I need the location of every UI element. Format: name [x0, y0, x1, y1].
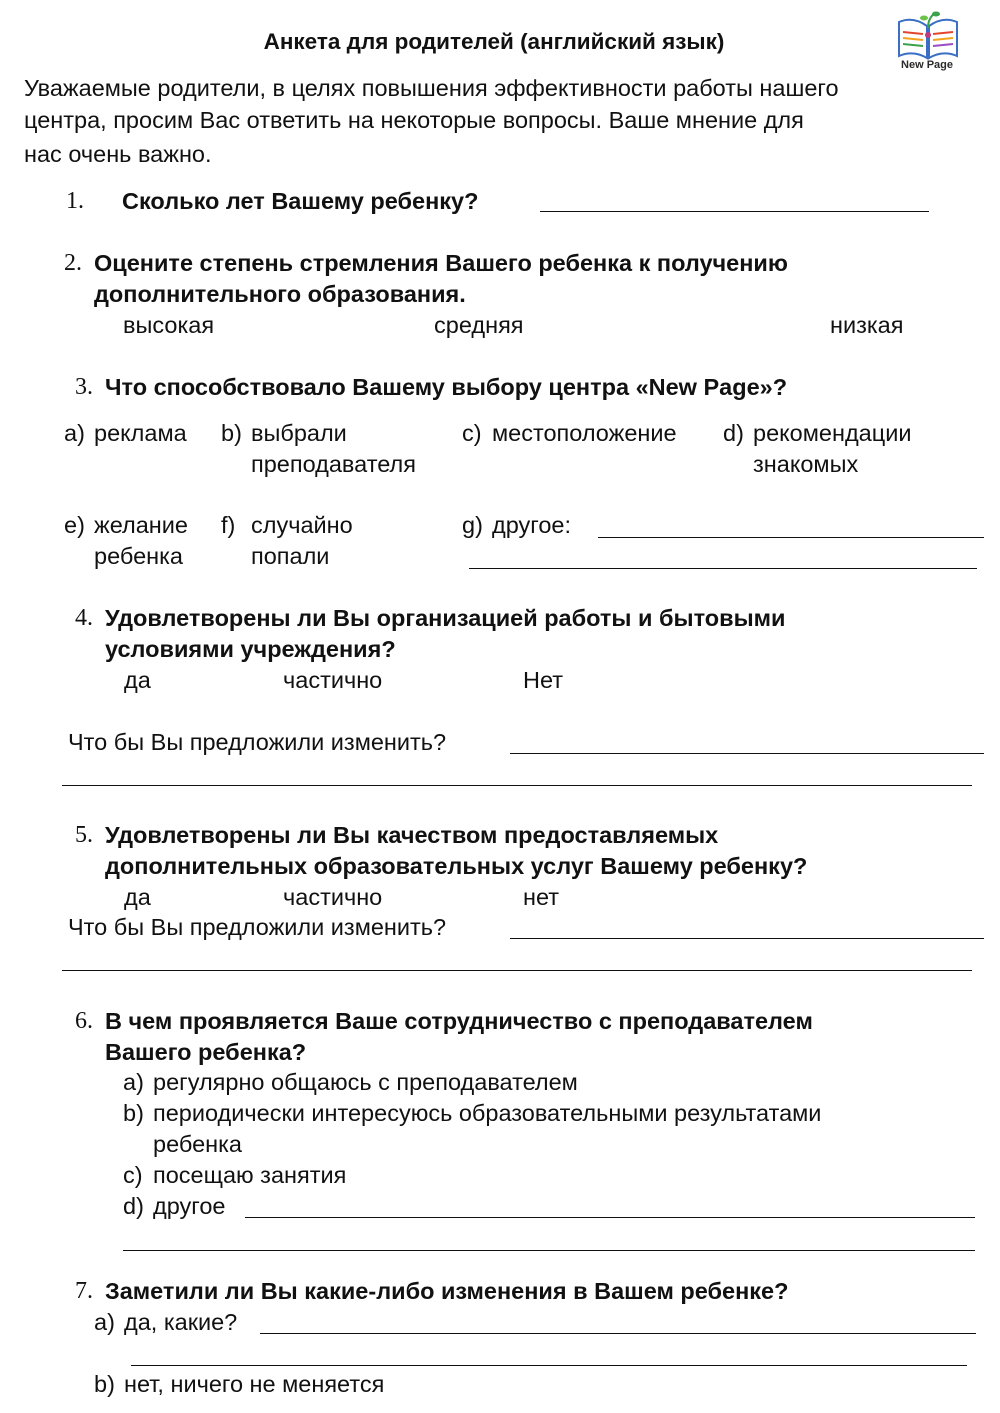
intro-line-1: Уважаемые родители, в целях повышения эффективности работы нашего	[24, 75, 839, 101]
q6-text-line-2: Вашего ребенка?	[105, 1039, 307, 1065]
q7-option-b[interactable]: нет, ничего не меняется	[124, 1371, 385, 1397]
q3-option-c-letter: c)	[462, 420, 482, 446]
q2-option-medium[interactable]: средняя	[434, 312, 524, 338]
q6-number: 6.	[75, 1008, 93, 1034]
intro-line-2: центра, просим Вас ответить на некоторые вопросы. Ваше мнение для	[24, 107, 804, 133]
q3-option-f-line-2[interactable]: попали	[251, 543, 330, 569]
q1-answer-line[interactable]	[540, 211, 929, 212]
q7-option-a-letter: a)	[94, 1309, 115, 1335]
q6-option-b-line-1[interactable]: периодически интересуюсь образовательными результатами	[153, 1100, 822, 1126]
q4-suggest-label: Что бы Вы предложили изменить?	[68, 729, 447, 755]
q2-text-line-2: дополнительного образования.	[94, 281, 466, 307]
q4-number: 4.	[75, 605, 93, 631]
q2-option-high[interactable]: высокая	[123, 312, 215, 338]
q3-other-line-2[interactable]	[469, 568, 977, 569]
q5-text-line-1: Удовлетворены ли Вы качеством предоставляемых	[105, 822, 719, 848]
q6-other-line-2[interactable]	[123, 1250, 975, 1251]
q4-option-yes[interactable]: да	[124, 667, 151, 693]
q3-number: 3.	[75, 374, 93, 400]
q1-text: Сколько лет Вашему ребенку?	[122, 188, 479, 214]
q4-suggest-line-1[interactable]	[510, 753, 984, 754]
q2-number: 2.	[64, 250, 82, 276]
q3-option-b-line-1[interactable]: выбрали	[251, 420, 347, 446]
q6-option-d-letter: d)	[123, 1193, 144, 1219]
q3-option-a[interactable]: реклама	[94, 420, 187, 446]
q6-option-d[interactable]: другое	[153, 1193, 226, 1219]
q6-option-b-letter: b)	[123, 1100, 144, 1126]
q6-option-b-line-2[interactable]: ребенка	[153, 1131, 242, 1157]
q7-number: 7.	[75, 1278, 93, 1304]
q5-text-line-2: дополнительных образовательных услуг Вашему ребенку?	[105, 853, 808, 879]
q4-option-no[interactable]: Нет	[523, 667, 564, 693]
q3-option-c[interactable]: местоположение	[492, 420, 677, 446]
q3-other-line-1[interactable]	[598, 537, 984, 538]
q3-option-d-letter: d)	[723, 420, 744, 446]
q3-option-a-letter: a)	[64, 420, 85, 446]
q4-suggest-line-2[interactable]	[62, 785, 972, 786]
q3-option-d-line-1[interactable]: рекомендации	[753, 420, 912, 446]
q5-suggest-label: Что бы Вы предложили изменить?	[68, 914, 447, 940]
q4-text-line-2: условиями учреждения?	[105, 636, 396, 662]
q4-text-line-1: Удовлетворены ли Вы организацией работы и бытовыми	[105, 605, 786, 631]
q3-option-b-line-2[interactable]: преподавателя	[251, 451, 416, 477]
logo-label: New Page	[901, 59, 953, 71]
q3-option-f-letter: f)	[221, 512, 236, 538]
q3-text: Что способствовало Вашему выбору центра «New Page»?	[105, 374, 788, 400]
q6-option-c-letter: c)	[123, 1162, 143, 1188]
q6-option-a-letter: a)	[123, 1069, 144, 1095]
q7-answer-line-2[interactable]	[131, 1365, 967, 1366]
q6-option-c[interactable]: посещаю занятия	[153, 1162, 347, 1188]
q6-other-line-1[interactable]	[245, 1217, 975, 1218]
q3-option-d-line-2[interactable]: знакомых	[753, 451, 859, 477]
page-title: Анкета для родителей (английский язык)	[263, 29, 725, 54]
q3-option-b-letter: b)	[221, 420, 242, 446]
q5-suggest-line-1[interactable]	[510, 938, 984, 939]
intro-line-3: нас очень важно.	[24, 141, 212, 167]
q5-option-yes[interactable]: да	[124, 884, 151, 910]
q5-number: 5.	[75, 822, 93, 848]
q3-option-g[interactable]: другое:	[492, 512, 571, 538]
q2-option-low[interactable]: низкая	[830, 312, 904, 338]
q5-option-no[interactable]: нет	[523, 884, 560, 910]
q7-option-b-letter: b)	[94, 1371, 115, 1397]
q3-option-e-line-2[interactable]: ребенка	[94, 543, 183, 569]
q3-option-f-line-1[interactable]: случайно	[251, 512, 353, 538]
q5-option-partly[interactable]: частично	[283, 884, 383, 910]
q7-text: Заметили ли Вы какие-либо изменения в Вашем ребенке?	[105, 1278, 789, 1304]
q7-option-a[interactable]: да, какие?	[124, 1309, 238, 1335]
q5-suggest-line-2[interactable]	[62, 970, 972, 971]
q3-option-e-letter: e)	[64, 512, 85, 538]
q3-option-g-letter: g)	[462, 512, 483, 538]
q6-text-line-1: В чем проявляется Ваше сотрудничество с преподавателем	[105, 1008, 813, 1034]
q2-text-line-1: Оцените степень стремления Вашего ребенка к получению	[94, 250, 788, 276]
q4-option-partly[interactable]: частично	[283, 667, 383, 693]
q1-number: 1.	[66, 188, 84, 214]
q6-option-a[interactable]: регулярно общаюсь с преподавателем	[153, 1069, 578, 1095]
q7-answer-line-1[interactable]	[260, 1333, 976, 1334]
q3-option-e-line-1[interactable]: желание	[94, 512, 188, 538]
